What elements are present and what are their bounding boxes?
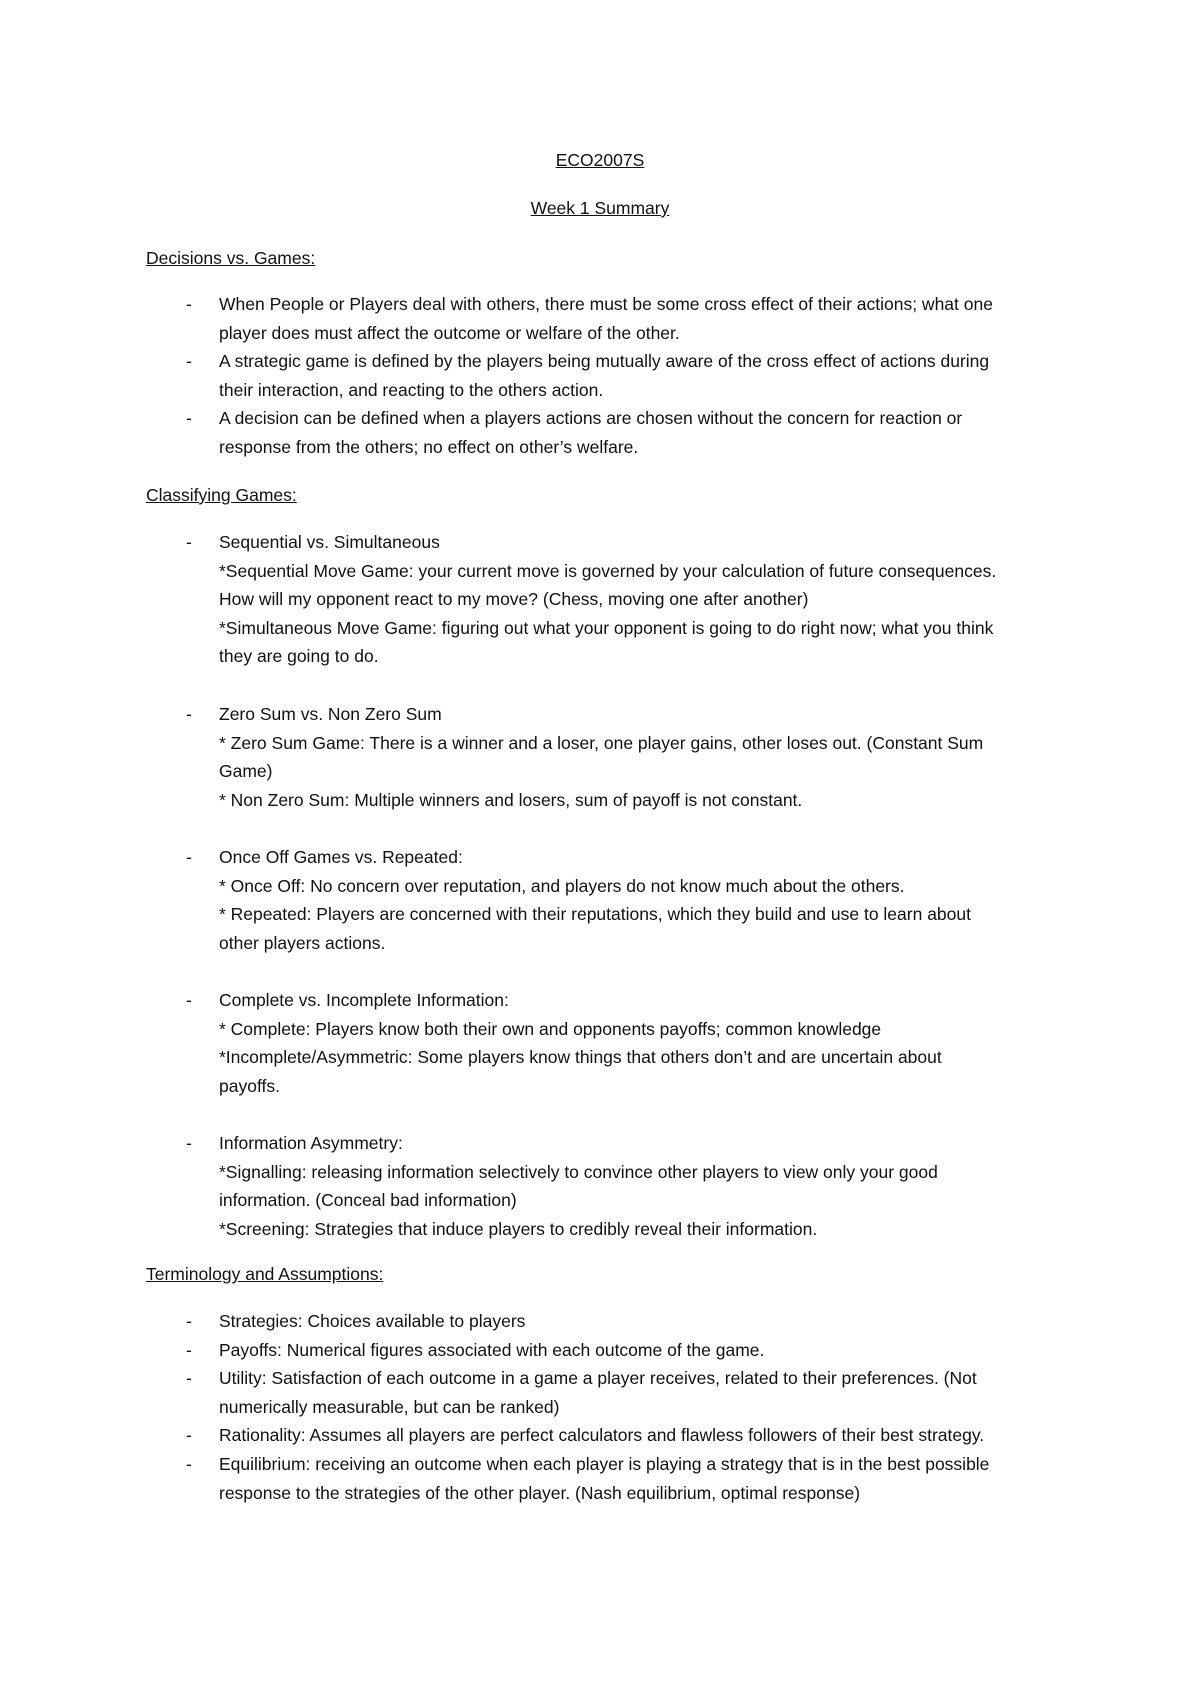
text-line: *Incomplete/Asymmetric: Some players know things that others don’t and are uncertain about xyxy=(219,1047,942,1067)
text-line: How will my opponent react to my move? (Chess, moving one after another) xyxy=(219,589,809,609)
text-line: they are going to do. xyxy=(219,646,379,666)
text-line: response from the others; no effect on other’s welfare. xyxy=(219,436,639,457)
bullet-dash: - xyxy=(186,1311,192,1331)
text-line: payoffs. xyxy=(219,1075,280,1096)
bullet-item xyxy=(146,1307,1086,1336)
bullet-item xyxy=(146,1364,1086,1421)
bullet-item xyxy=(146,347,1086,404)
bullet-dash: - xyxy=(186,847,192,867)
text-line: player does must affect the outcome or welfare of the other. xyxy=(219,322,680,343)
text-line: A strategic game is defined by the players being mutually aware of the cross effect of actions during xyxy=(219,351,990,371)
bullet-item xyxy=(146,986,1086,1100)
bullet-item xyxy=(146,700,1086,814)
bullet-dash: - xyxy=(186,1425,192,1445)
text-line: *Screening: Strategies that induce players to credibly reveal their information. xyxy=(219,1218,818,1239)
bullet-dash: - xyxy=(186,408,192,428)
text-line: Sequential vs. Simultaneous xyxy=(219,532,440,552)
course-code-title: ECO2007S xyxy=(555,150,645,170)
bullet-item xyxy=(146,404,1086,461)
text-line: Strategies: Choices available to players xyxy=(219,1311,526,1331)
text-line: Zero Sum vs. Non Zero Sum xyxy=(219,704,442,724)
text-line: *Sequential Move Game: your current move is governed by your calculation of future consequences. xyxy=(219,560,997,581)
week-summary-subtitle: Week 1 Summary xyxy=(530,198,670,218)
text-line: Equilibrium: receiving an outcome when each player is playing a strategy that is in the best possible xyxy=(219,1454,990,1474)
text-line: *Signalling: releasing information selectively to convince other players to view only your good xyxy=(219,1161,938,1182)
bullet-item xyxy=(146,1421,1086,1450)
section-heading-decisions: Decisions vs. Games: xyxy=(146,248,316,268)
bullet-dash: - xyxy=(186,1340,192,1360)
bullet-item xyxy=(146,528,1086,671)
text-line: Information Asymmetry: xyxy=(219,1133,403,1153)
text-line: When People or Players deal with others, there must be some cross effect of their actions; what one xyxy=(219,294,993,314)
bullet-dash: - xyxy=(186,1368,192,1388)
text-line: Game) xyxy=(219,761,273,781)
bullet-item xyxy=(146,290,1086,347)
bullet-dash: - xyxy=(186,704,192,724)
bullet-dash: - xyxy=(186,532,192,552)
section-heading-terminology: Terminology and Assumptions: xyxy=(146,1264,384,1284)
text-line: * Complete: Players know both their own and opponents payoffs; common knowledge xyxy=(219,1018,882,1039)
bullet-item xyxy=(146,1336,1086,1365)
bullet-dash: - xyxy=(186,990,192,1010)
text-line: Utility: Satisfaction of each outcome in a game a player receives, related to their preferences. (Not xyxy=(219,1368,977,1388)
text-line: * Repeated: Players are concerned with their reputations, which they build and use to learn about xyxy=(219,904,971,924)
bullet-dash: - xyxy=(186,294,192,314)
text-line: Payoffs: Numerical figures associated with each outcome of the game. xyxy=(219,1340,765,1360)
text-line: A decision can be defined when a players actions are chosen without the concern for reaction or xyxy=(219,408,963,428)
text-line: * Once Off: No concern over reputation, and players do not know much about the others. xyxy=(219,875,905,896)
text-line: their interaction, and reacting to the others action. xyxy=(219,379,604,400)
text-line: *Simultaneous Move Game: figuring out what your opponent is going to do right now; what you think xyxy=(219,617,994,638)
text-line: response to the strategies of the other player. (Nash equilibrium, optimal response) xyxy=(219,1482,861,1503)
bullet-dash: - xyxy=(186,1133,192,1153)
text-line: * Non Zero Sum: Multiple winners and losers, sum of payoff is not constant. xyxy=(219,789,803,810)
bullet-dash: - xyxy=(186,351,192,371)
text-line: Once Off Games vs. Repeated: xyxy=(219,847,463,867)
bullet-item xyxy=(146,843,1086,957)
text-line: Complete vs. Incomplete Information: xyxy=(219,990,509,1010)
text-line: other players actions. xyxy=(219,932,386,953)
bullet-item xyxy=(146,1129,1086,1243)
text-line: information. (Conceal bad information) xyxy=(219,1190,517,1210)
text-line: Rationality: Assumes all players are perfect calculators and flawless followers of their best strategy. xyxy=(219,1425,985,1445)
section-heading-classifying: Classifying Games: xyxy=(146,485,297,505)
bullet-dash: - xyxy=(186,1454,192,1474)
text-line: * Zero Sum Game: There is a winner and a loser, one player gains, other loses out. (Constant Sum xyxy=(219,732,984,753)
text-line: numerically measurable, but can be ranked) xyxy=(219,1396,560,1417)
bullet-item xyxy=(146,1450,1086,1507)
